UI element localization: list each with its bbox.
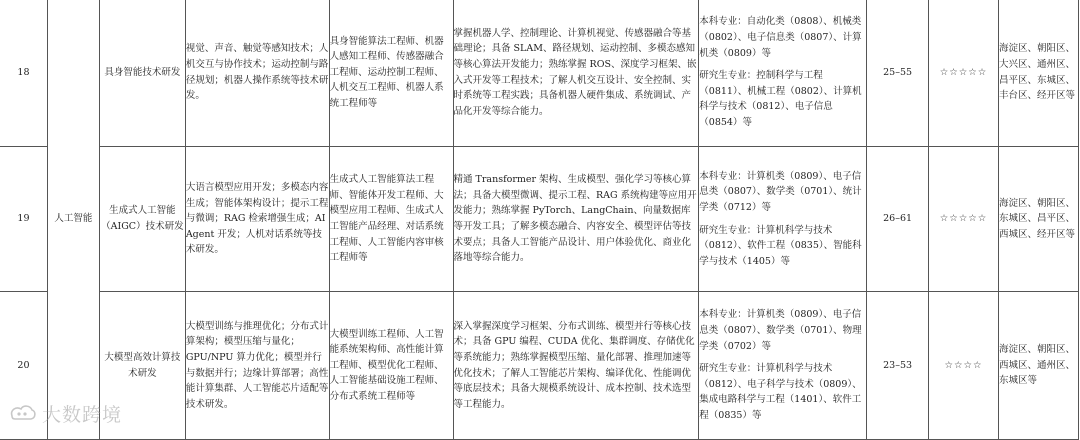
category-cell: 人工智能 xyxy=(47,0,99,440)
tech-focus: 大模型训练与推理优化；分布式计算架构；模型压缩与量化；GPU/NPU 算力优化；模型并行与数据并行；边缘计算部署；高性能计算集群、人工智能芯片适配等技术研发。 xyxy=(185,292,329,440)
related-majors xyxy=(699,0,867,147)
row-number: 20 xyxy=(0,292,47,440)
job-roles: 生成式人工智能算法工程师、智能体开发工程师、大模型应用工程师、生成式人工智能产品经理、对话系统工程师、人工智能内容审核工程师等 xyxy=(329,147,453,292)
demand-stars: ☆☆☆☆☆ xyxy=(929,147,999,292)
district-list: 海淀区、朝阳区、西城区、通州区、东城区等 xyxy=(999,292,1079,440)
demand-stars: ☆☆☆☆ xyxy=(929,292,999,440)
tech-focus: 大语言模型应用开发；多模态内容生成；智能体架构设计；提示工程与微调；RAG 检索增强生成；AI Agent 开发；人机对话系统等技术研发。 xyxy=(185,147,329,292)
job-roles: 大模型训练工程师、人工智能系统架构师、高性能计算工程师、模型优化工程师、人工智能基础设施工程师、分布式系统工程师等 xyxy=(329,292,453,440)
postgrad-majors: 研究生专业：控制科学与工程（0811）、机械工程（0802）、计算机科学与技术（0812）、电子信息（0854）等 xyxy=(699,70,862,128)
job-roles: 具身智能算法工程师、机器人感知工程师、传感器融合工程师、运动控制工程师、人机交互工程师、机器人系统工程师等 xyxy=(329,0,453,147)
row-number: 18 xyxy=(0,0,47,147)
undergrad-majors: 本科专业：计算机类（0809）、电子信息类（0807）、数学类（0701）、统计学类（0712）等 xyxy=(699,170,862,213)
direction-name: 生成式人工智能（AIGC）技术研发 xyxy=(99,147,185,292)
salary-range: 23–53 xyxy=(867,292,929,440)
tech-focus: 视觉、声音、触觉等感知技术；人机交互与协作技术；运动控制与路径规划；机器人操作系统等技术研发。 xyxy=(185,0,329,147)
undergrad-majors: 本科专业：计算机类（0809）、电子信息类（0807）、数学类（0701）、物理学类（0702）等 xyxy=(699,309,862,352)
direction-name: 具身智能技术研发 xyxy=(99,0,185,147)
table-row xyxy=(0,147,1079,292)
table-row xyxy=(0,0,1079,147)
demand-stars: ☆☆☆☆☆ xyxy=(929,0,999,147)
row-number: 19 xyxy=(0,147,47,292)
table-row xyxy=(0,292,1079,440)
skill-requirements: 掌握机器人学、控制理论、计算机视觉、传感器融合等基础理论；具备 SLAM、路径规划、运动控制、多模态感知等核心算法开发能力；熟练掌握 ROS、深度学习框架、嵌入式开发等工程技术；了解人机交互设计、安全控制、实时系统等工程实践；具备机器人硬件集成、系统调试、产品化开发等综合能力。 xyxy=(453,0,699,147)
watermark xyxy=(8,400,122,427)
district-list: 海淀区、朝阳区、大兴区、通州区、昌平区、东城区、丰台区、经开区等 xyxy=(999,0,1079,147)
related-majors xyxy=(699,147,867,292)
skill-requirements: 深入掌握深度学习框架、分布式训练、模型并行等核心技术；具备 GPU 编程、CUDA 优化、集群调度、存储优化等系统能力；熟练掌握模型压缩、量化部署、推理加速等优化技术；了解人工智能芯片架构、编译优化、性能调优等底层技术；具备大规模系统设计、成本控制、技术选型等工程能力。 xyxy=(453,292,699,440)
district-list: 海淀区、朝阳区、东城区、昌平区、西城区、经开区等 xyxy=(999,147,1079,292)
watermark-text: 大数跨境 xyxy=(42,404,123,426)
direction-name: 大模型高效计算技术研发 xyxy=(99,292,185,440)
postgrad-majors: 研究生专业：计算机科学与技术（0812）、软件工程（0835）、智能科学与技术（1405）等 xyxy=(699,224,862,267)
undergrad-majors: 本科专业：自动化类（0808）、机械类（0802）、电子信息类（0807）、计算机类（0809）等 xyxy=(699,16,862,59)
skill-requirements: 精通 Transformer 架构、生成模型、强化学习等核心算法；具备大模型微调、提示工程、RAG 系统构建等应用开发能力；熟练掌握 PyTorch、LangChain、向量数据库等开发工具；了解多模态融合、内容安全、模型评估等技术要点；具备人工智能产品设计、用户体验优化、商业化落地等综合能力。 xyxy=(453,147,699,292)
postgrad-majors: 研究生专业：计算机科学与技术（0812）、电子科学与技术（0809）、集成电路科学与工程（1401）、软件工程（0835）等 xyxy=(699,363,862,421)
related-majors xyxy=(699,292,867,440)
salary-range: 25–55 xyxy=(867,0,929,147)
salary-range: 26–61 xyxy=(867,147,929,292)
brand-logo-icon xyxy=(8,402,38,426)
